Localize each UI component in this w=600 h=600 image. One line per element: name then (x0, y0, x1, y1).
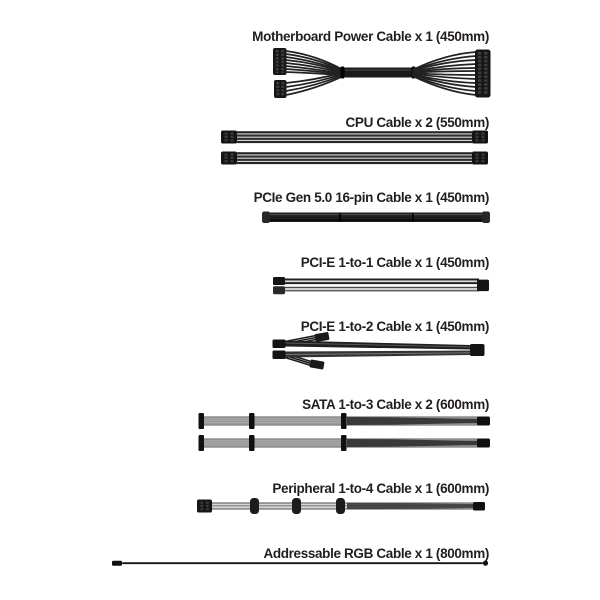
right-connector (477, 280, 489, 292)
argb-cable-illustration (112, 558, 490, 568)
cable-label-pcie-gen5: PCIe Gen 5.0 16-pin Cable x 1 (450mm) (253, 190, 489, 205)
bottom-branch-connector (309, 359, 324, 369)
cable-label-pcie-1to1: PCI-E 1-to-1 Cable x 1 (450mm) (300, 255, 489, 270)
left-connectors (273, 277, 285, 294)
main-ribbons (285, 341, 471, 358)
cable-label-peripheral-1to4: Peripheral 1-to-4 Cable x 1 (600mm) (272, 481, 489, 496)
left-20pin-connector (273, 48, 287, 75)
left-connector (112, 561, 122, 566)
cable-label-sata-1to3: SATA 1-to-3 Cable x 2 (600mm) (302, 397, 489, 412)
wire (122, 562, 483, 564)
peripheral-1to4-cable-illustration (197, 497, 488, 515)
pcie-ribbon-pair (284, 279, 479, 292)
center-sleeve (341, 67, 416, 79)
left-connectors (273, 340, 286, 360)
wire-fan-left (286, 51, 343, 95)
cpu-cable-1 (221, 131, 488, 144)
cpu-cable-2 (221, 152, 488, 165)
cable-label-motherboard-power: Motherboard Power Cable x 1 (450mm) (252, 29, 489, 44)
motherboard-power-cable-illustration (272, 47, 492, 100)
cpu-cable-illustration (221, 129, 488, 167)
right-24pin-connector (475, 50, 491, 98)
sata-cable-2 (199, 435, 491, 451)
sata-1to3-cable-illustration (197, 412, 490, 452)
right-connector (473, 502, 485, 511)
sata-cable-1 (199, 413, 491, 429)
pcie-gen5-cable-illustration (262, 210, 490, 225)
cable-label-pcie-1to2: PCI-E 1-to-2 Cable x 1 (450mm) (300, 319, 489, 334)
pcie-1to1-cable-illustration (273, 276, 489, 295)
right-tip (483, 561, 488, 566)
cable-label-cpu: CPU Cable x 2 (550mm) (345, 115, 489, 130)
pcie-1to2-cable-illustration (266, 332, 488, 372)
left-connector (197, 500, 212, 513)
wire-fan-right (413, 52, 476, 95)
sleeved-cable-body (262, 212, 490, 224)
left-4pin-connector (274, 80, 287, 98)
right-connector (470, 344, 485, 356)
cable-label-argb: Addressable RGB Cable x 1 (800mm) (263, 546, 489, 561)
top-branch-connector (314, 332, 329, 342)
